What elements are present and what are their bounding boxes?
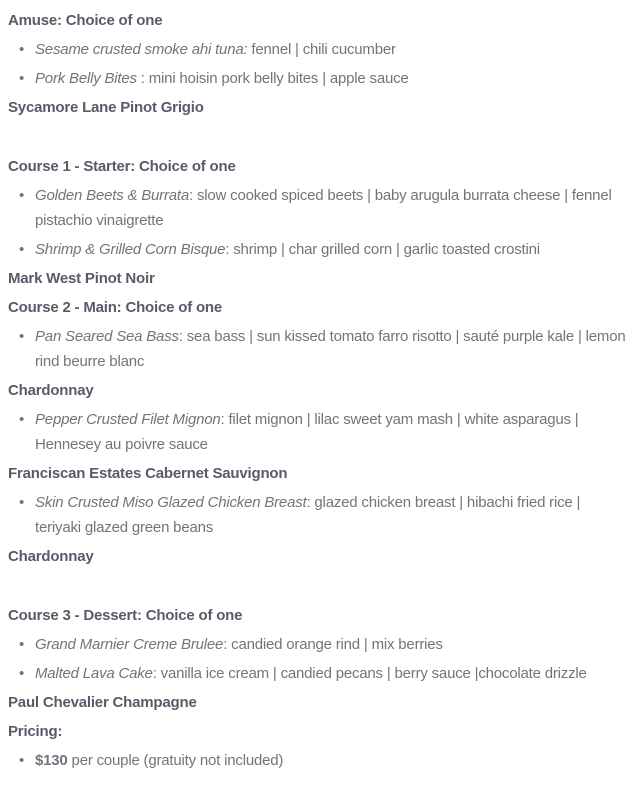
menu-item-name: Golden Beets & Burrata (35, 187, 190, 204)
section-heading-pricing: Pricing: (8, 723, 63, 740)
menu-item-name: Pan Seared Sea Bass (35, 328, 179, 345)
menu-item-desc: : vanilla ice cream | candied pecans | berry sauce |chocolate drizzle (152, 665, 587, 682)
wine-pairing-course1: Mark West Pinot Noir (8, 270, 155, 287)
menu-item-shrimp-bisque (8, 237, 626, 262)
menu-item-golden-beets (8, 183, 626, 233)
menu-item-pork-belly (8, 66, 626, 91)
menu-item-name: Sesame crusted smoke ahi tuna: (35, 41, 248, 58)
wine-pairing-filet-mignon: Franciscan Estates Cabernet Sauvignon (8, 465, 288, 482)
blank-line (8, 124, 626, 154)
menu-item-desc: : filet mignon | lilac sweet yam mash | white asparagus | Hennesey au poivre sauce (35, 411, 579, 453)
menu-item-name: Skin Crusted Miso Glazed Chicken Breast (35, 494, 307, 511)
pricing-item (8, 748, 626, 773)
wine-pairing-course3: Paul Chevalier Champagne (8, 694, 197, 711)
menu-item-desc: : slow cooked spiced beets | baby arugula burrata cheese | fennel pistachio vinaigrette (35, 187, 612, 229)
course2-list-filet-mignon (8, 407, 626, 457)
amuse-list (8, 37, 626, 91)
wine-pairing-chicken: Chardonnay (8, 548, 94, 565)
menu-item-ahi-tuna (8, 37, 626, 62)
menu-item-filet-mignon (8, 407, 626, 457)
menu-item-desc: : glazed chicken breast | hibachi fried rice | teriyaki glazed green beans (35, 494, 581, 536)
menu-item-name: Pepper Crusted Filet Mignon (35, 411, 221, 428)
blank-line (8, 573, 626, 603)
menu-item-name: Shrimp & Grilled Corn Bisque (35, 241, 226, 258)
course2-list-sea-bass (8, 324, 626, 374)
course3-list (8, 632, 626, 686)
menu-item-desc: : shrimp | char grilled corn | garlic toasted crostini (225, 241, 540, 258)
menu-item-name: Malted Lava Cake (35, 665, 153, 682)
wine-pairing-sea-bass: Chardonnay (8, 382, 94, 399)
course1-list (8, 183, 626, 262)
section-heading-course2: Course 2 - Main: Choice of one (8, 299, 223, 316)
section-heading-amuse: Amuse: Choice of one (8, 12, 163, 29)
section-heading-course1: Course 1 - Starter: Choice of one (8, 158, 236, 175)
menu-item-desc: : mini hoisin pork belly bites | apple sauce (136, 70, 409, 87)
course2-list-chicken (8, 490, 626, 540)
section-heading-course3: Course 3 - Dessert: Choice of one (8, 607, 243, 624)
menu-item-name: Pork Belly Bites (35, 70, 137, 87)
wine-pairing-amuse: Sycamore Lane Pinot Grigio (8, 99, 204, 116)
menu-item-lava-cake (8, 661, 626, 686)
menu-item-desc: : sea bass | sun kissed tomato farro risotto | sauté purple kale | lemon rind beurre blanc (35, 328, 626, 370)
price-value: $130 (35, 752, 68, 769)
menu-item-desc: : candied orange rind | mix berries (223, 636, 443, 653)
menu-item-sea-bass (8, 324, 626, 374)
menu-item-creme-brulee (8, 632, 626, 657)
menu-item-name: Grand Marnier Creme Brulee (35, 636, 224, 653)
menu-item-desc: fennel | chili cucumber (247, 41, 396, 58)
pricing-list (8, 748, 626, 773)
menu-item-chicken-breast (8, 490, 626, 540)
price-desc: per couple (gratuity not included) (67, 752, 284, 769)
